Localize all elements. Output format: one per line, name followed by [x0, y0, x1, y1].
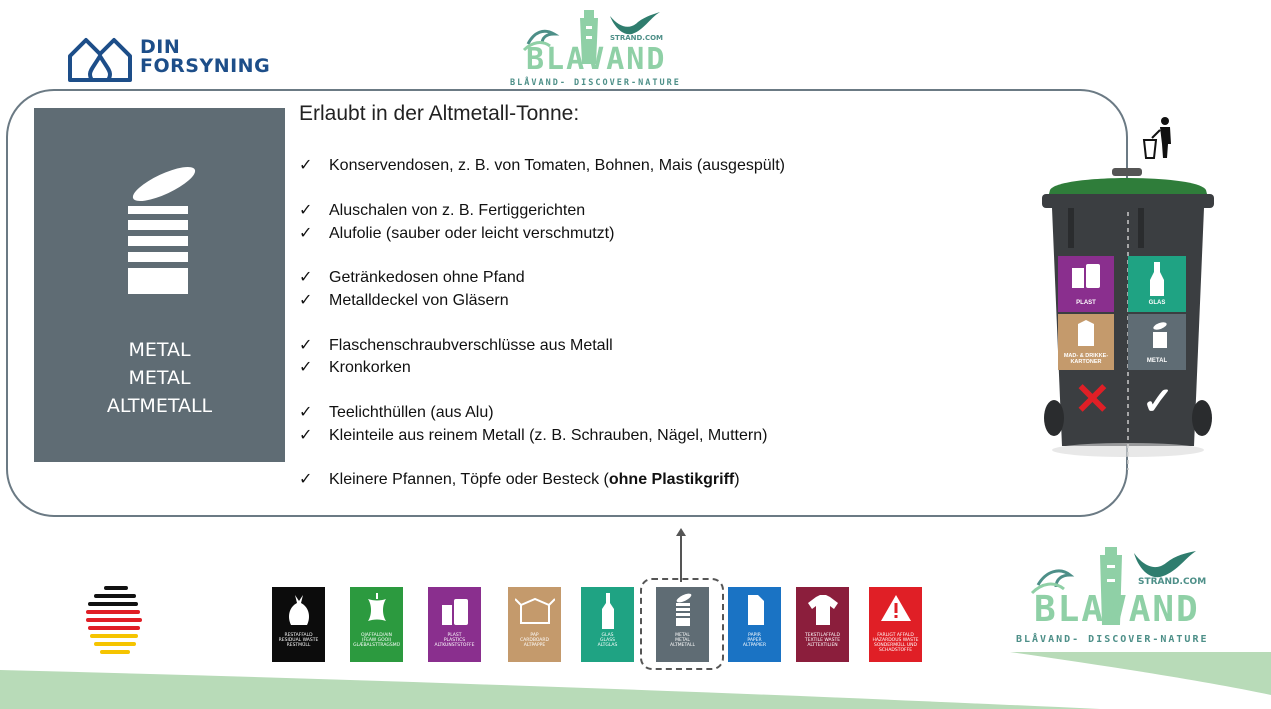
check-icon: ✓ — [299, 337, 313, 354]
box-icon — [515, 593, 555, 627]
list-title: Erlaubt in der Altmetall-Tonne: — [299, 102, 580, 125]
tile-cardboard: PAP CARDBOARD ALTPAPPE — [508, 587, 561, 662]
metal-card-label: METAL METAL ALTMETALL — [106, 339, 213, 417]
paper-icon — [744, 593, 766, 627]
bin-icon — [1038, 112, 1218, 472]
tile-textile: TEKSTILAFFALD TEXTILE WASTE ALTTEXTILIEN — [796, 587, 849, 662]
tile-metal: METAL METAL ALTMETALL — [656, 587, 709, 662]
list-item: ✓ Alufolie (sauber oder leicht verschmutzt) — [299, 225, 615, 242]
list-item: ✓ Flaschenschraubverschlüsse aus Metall — [299, 337, 613, 354]
list-item: ✓ Teelichthüllen (aus Alu) — [299, 404, 494, 421]
warning-icon — [879, 593, 913, 625]
house-drop-icon — [68, 36, 132, 82]
bag-icon — [287, 593, 311, 627]
check-icon: ✓ — [299, 359, 313, 376]
tile-plastics: PLAST PLASTICS ALTKUNSTSTOFFE — [428, 587, 481, 662]
tile-glass: GLAS GLASS ALTGLAS — [581, 587, 634, 662]
arrow-up-icon — [674, 526, 688, 582]
tshirt-icon — [806, 593, 840, 627]
check-mark-icon: ✓ — [1142, 381, 1174, 423]
apple-core-icon — [366, 593, 388, 627]
list-item: ✓ Konservendosen, z. B. von Tomaten, Bohnen, Mais (ausgespült) — [299, 157, 785, 174]
metal-category-card — [34, 108, 285, 462]
bottle-jug-icon — [440, 593, 470, 627]
list-item: ✓ Kleinere Pfannen, Töpfe oder Besteck (ohne Plastikgriff) — [299, 471, 740, 488]
tile-paper: PAPIR PAPER ALTPAPIER — [728, 587, 781, 662]
din-forsyning-logo — [68, 36, 271, 86]
check-icon: ✓ — [299, 471, 313, 488]
glass-bottle-icon — [600, 593, 616, 629]
tile-residual-waste: RESTAFFALD RESIDUAL WASTE RESTMÜLL — [272, 587, 325, 662]
can-icon — [122, 164, 202, 304]
waste-bin: PLAST GLAS MAD- & DRIKKE- KARTONER METAL ✕ ✓ — [1038, 112, 1218, 472]
list-item: ✓ Aluschalen von z. B. Fertiggerichten — [299, 202, 586, 219]
bottom-wave-decoration — [0, 640, 1271, 709]
tile-hazardous: FARLIGT AFFALD HAZARDOUS WASTE SONDERMÜLL UND SCHADSTOFFE — [869, 587, 922, 662]
check-icon: ✓ — [299, 427, 313, 444]
blavand-logo-top: STRAND.COM BLAVAND BLÅVAND- DISCOVER-NATURE — [500, 4, 700, 88]
check-icon: ✓ — [299, 269, 313, 286]
list-item: ✓ Kleinteile aus reinem Metall (z. B. Schrauben, Nägel, Muttern) — [299, 427, 768, 444]
check-icon: ✓ — [299, 292, 313, 309]
cross-mark-icon: ✕ — [1074, 375, 1111, 424]
tile-food-waste: OJAFFALD/AIN (FEAW GOOI) GLÆBALSTTRAGSMÜ — [350, 587, 403, 662]
din-forsyning-wordmark: DIN FORSYNING — [140, 36, 271, 77]
check-icon: ✓ — [299, 404, 313, 421]
check-icon: ✓ — [299, 157, 313, 174]
list-item: ✓ Getränkedosen ohne Pfand — [299, 269, 525, 286]
check-icon: ✓ — [299, 225, 313, 242]
blavand-logo-bottom: STRAND.COM BLAVAND BLÅVAND- DISCOVER-NATURE — [1010, 545, 1240, 650]
check-icon: ✓ — [299, 202, 313, 219]
list-item: ✓ Kronkorken — [299, 359, 411, 376]
list-item: ✓ Metalldeckel von Gläsern — [299, 292, 509, 309]
